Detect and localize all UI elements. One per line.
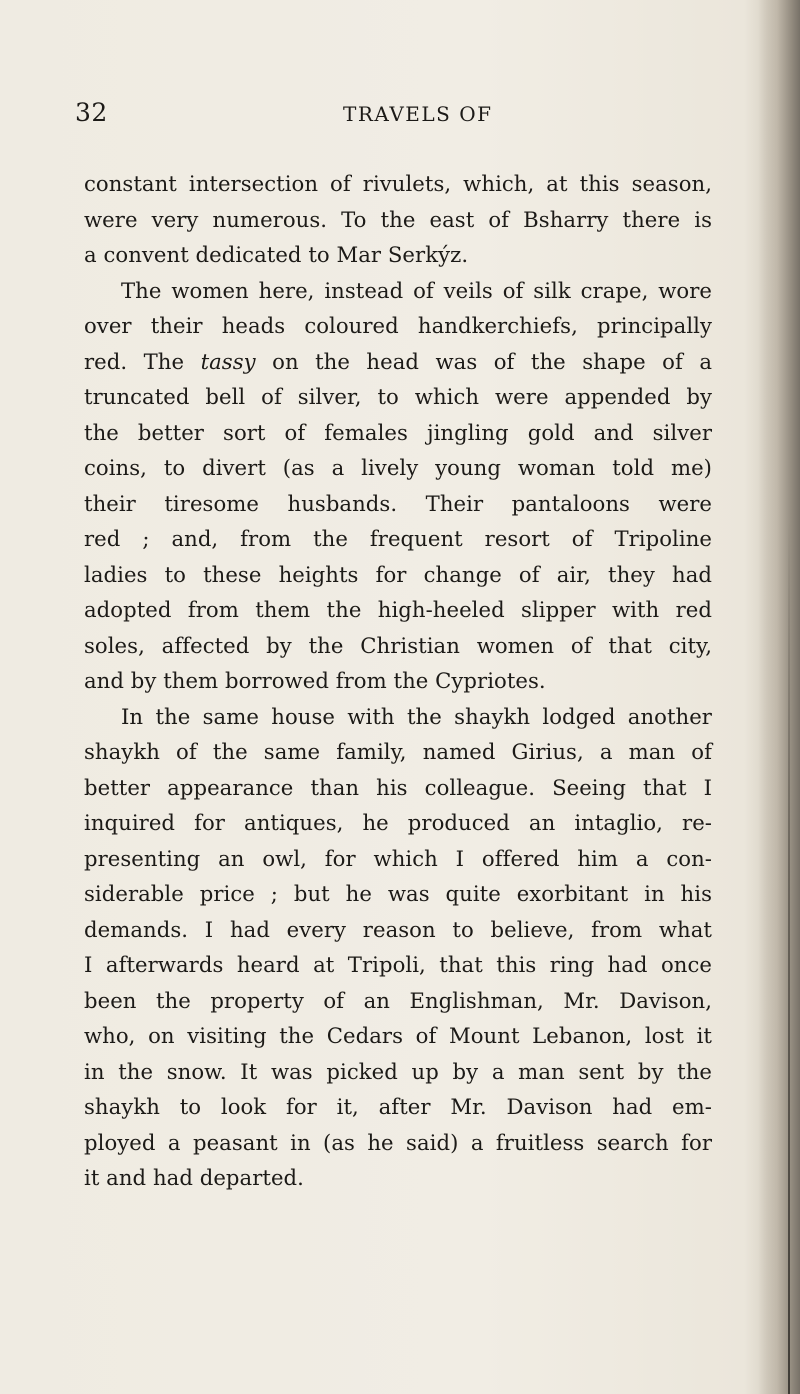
text-line: a convent dedicated to Mar Serkýz.: [84, 242, 469, 267]
page-header: [0, 98, 800, 138]
running-head: TRAVELS OF: [343, 102, 493, 126]
text-line: and by them borrowed from the Cypriotes.: [84, 668, 546, 693]
text-segment: red. The: [84, 348, 201, 374]
text-line: I afterwards heard at Tripoli, that this ring had once: [84, 952, 712, 977]
text-line: better appearance than his colleague. Seeing that I: [84, 774, 712, 800]
text-line: were very numerous. To the east of Bsharry there is: [84, 206, 712, 232]
text-line: presenting an owl, for which I offered him a con-: [84, 845, 712, 871]
text-line: over their heads coloured handkerchiefs, principally: [84, 313, 712, 338]
text-line: in the snow. It was picked up by a man sent by the: [84, 1058, 712, 1084]
text-line: soles, affected by the Christian women of that city,: [84, 632, 712, 658]
text-segment: on the head was of the shape of a: [255, 348, 712, 374]
text-line: demands. I had every reason to believe, from what: [84, 916, 712, 942]
text-line: ladies to these heights for change of air, they had: [84, 561, 712, 587]
text-line: the better sort of females jingling gold and silver: [84, 419, 712, 445]
paragraph-start-line: In the same house with the shaykh lodged another: [121, 703, 712, 729]
text-line: shaykh of the same family, named Girius, a man of: [84, 739, 712, 764]
text-line: their tiresome husbands. Their pantaloons were: [84, 490, 712, 516]
text-line: adopted from them the high-heeled slipper with red: [84, 597, 712, 622]
text-line: shaykh to look for it, after Mr. Davison had em-: [84, 1094, 712, 1119]
text-line: it and had departed.: [84, 1165, 304, 1190]
italic-term: tassy: [200, 348, 256, 374]
text-line: inquired for antiques, he produced an intaglio, re-: [84, 810, 712, 835]
text-line: coins, to divert (as a lively young woman told me): [84, 455, 712, 480]
text-line: been the property of an Englishman, Mr. Davison,: [84, 987, 712, 1013]
text-line: ployed a peasant in (as he said) a fruitless search for: [84, 1129, 712, 1155]
text-line: [84, 344, 712, 380]
text-line: siderable price ; but he was quite exorbitant in his: [84, 881, 712, 906]
paragraph-start-line: The women here, instead of veils of silk crape, wore: [121, 277, 712, 303]
page-number: 32: [75, 98, 108, 127]
page-edge-shadow: [758, 0, 800, 1394]
text-line: truncated bell of silver, to which were appended by: [84, 384, 712, 409]
text-line: constant intersection of rivulets, which, at this season,: [84, 171, 712, 196]
text-line: red ; and, from the frequent resort of Tripoline: [84, 526, 712, 551]
text-line: who, on visiting the Cedars of Mount Lebanon, lost it: [84, 1023, 712, 1048]
body-text: [84, 166, 712, 1196]
page-edge-line: [788, 520, 790, 1394]
